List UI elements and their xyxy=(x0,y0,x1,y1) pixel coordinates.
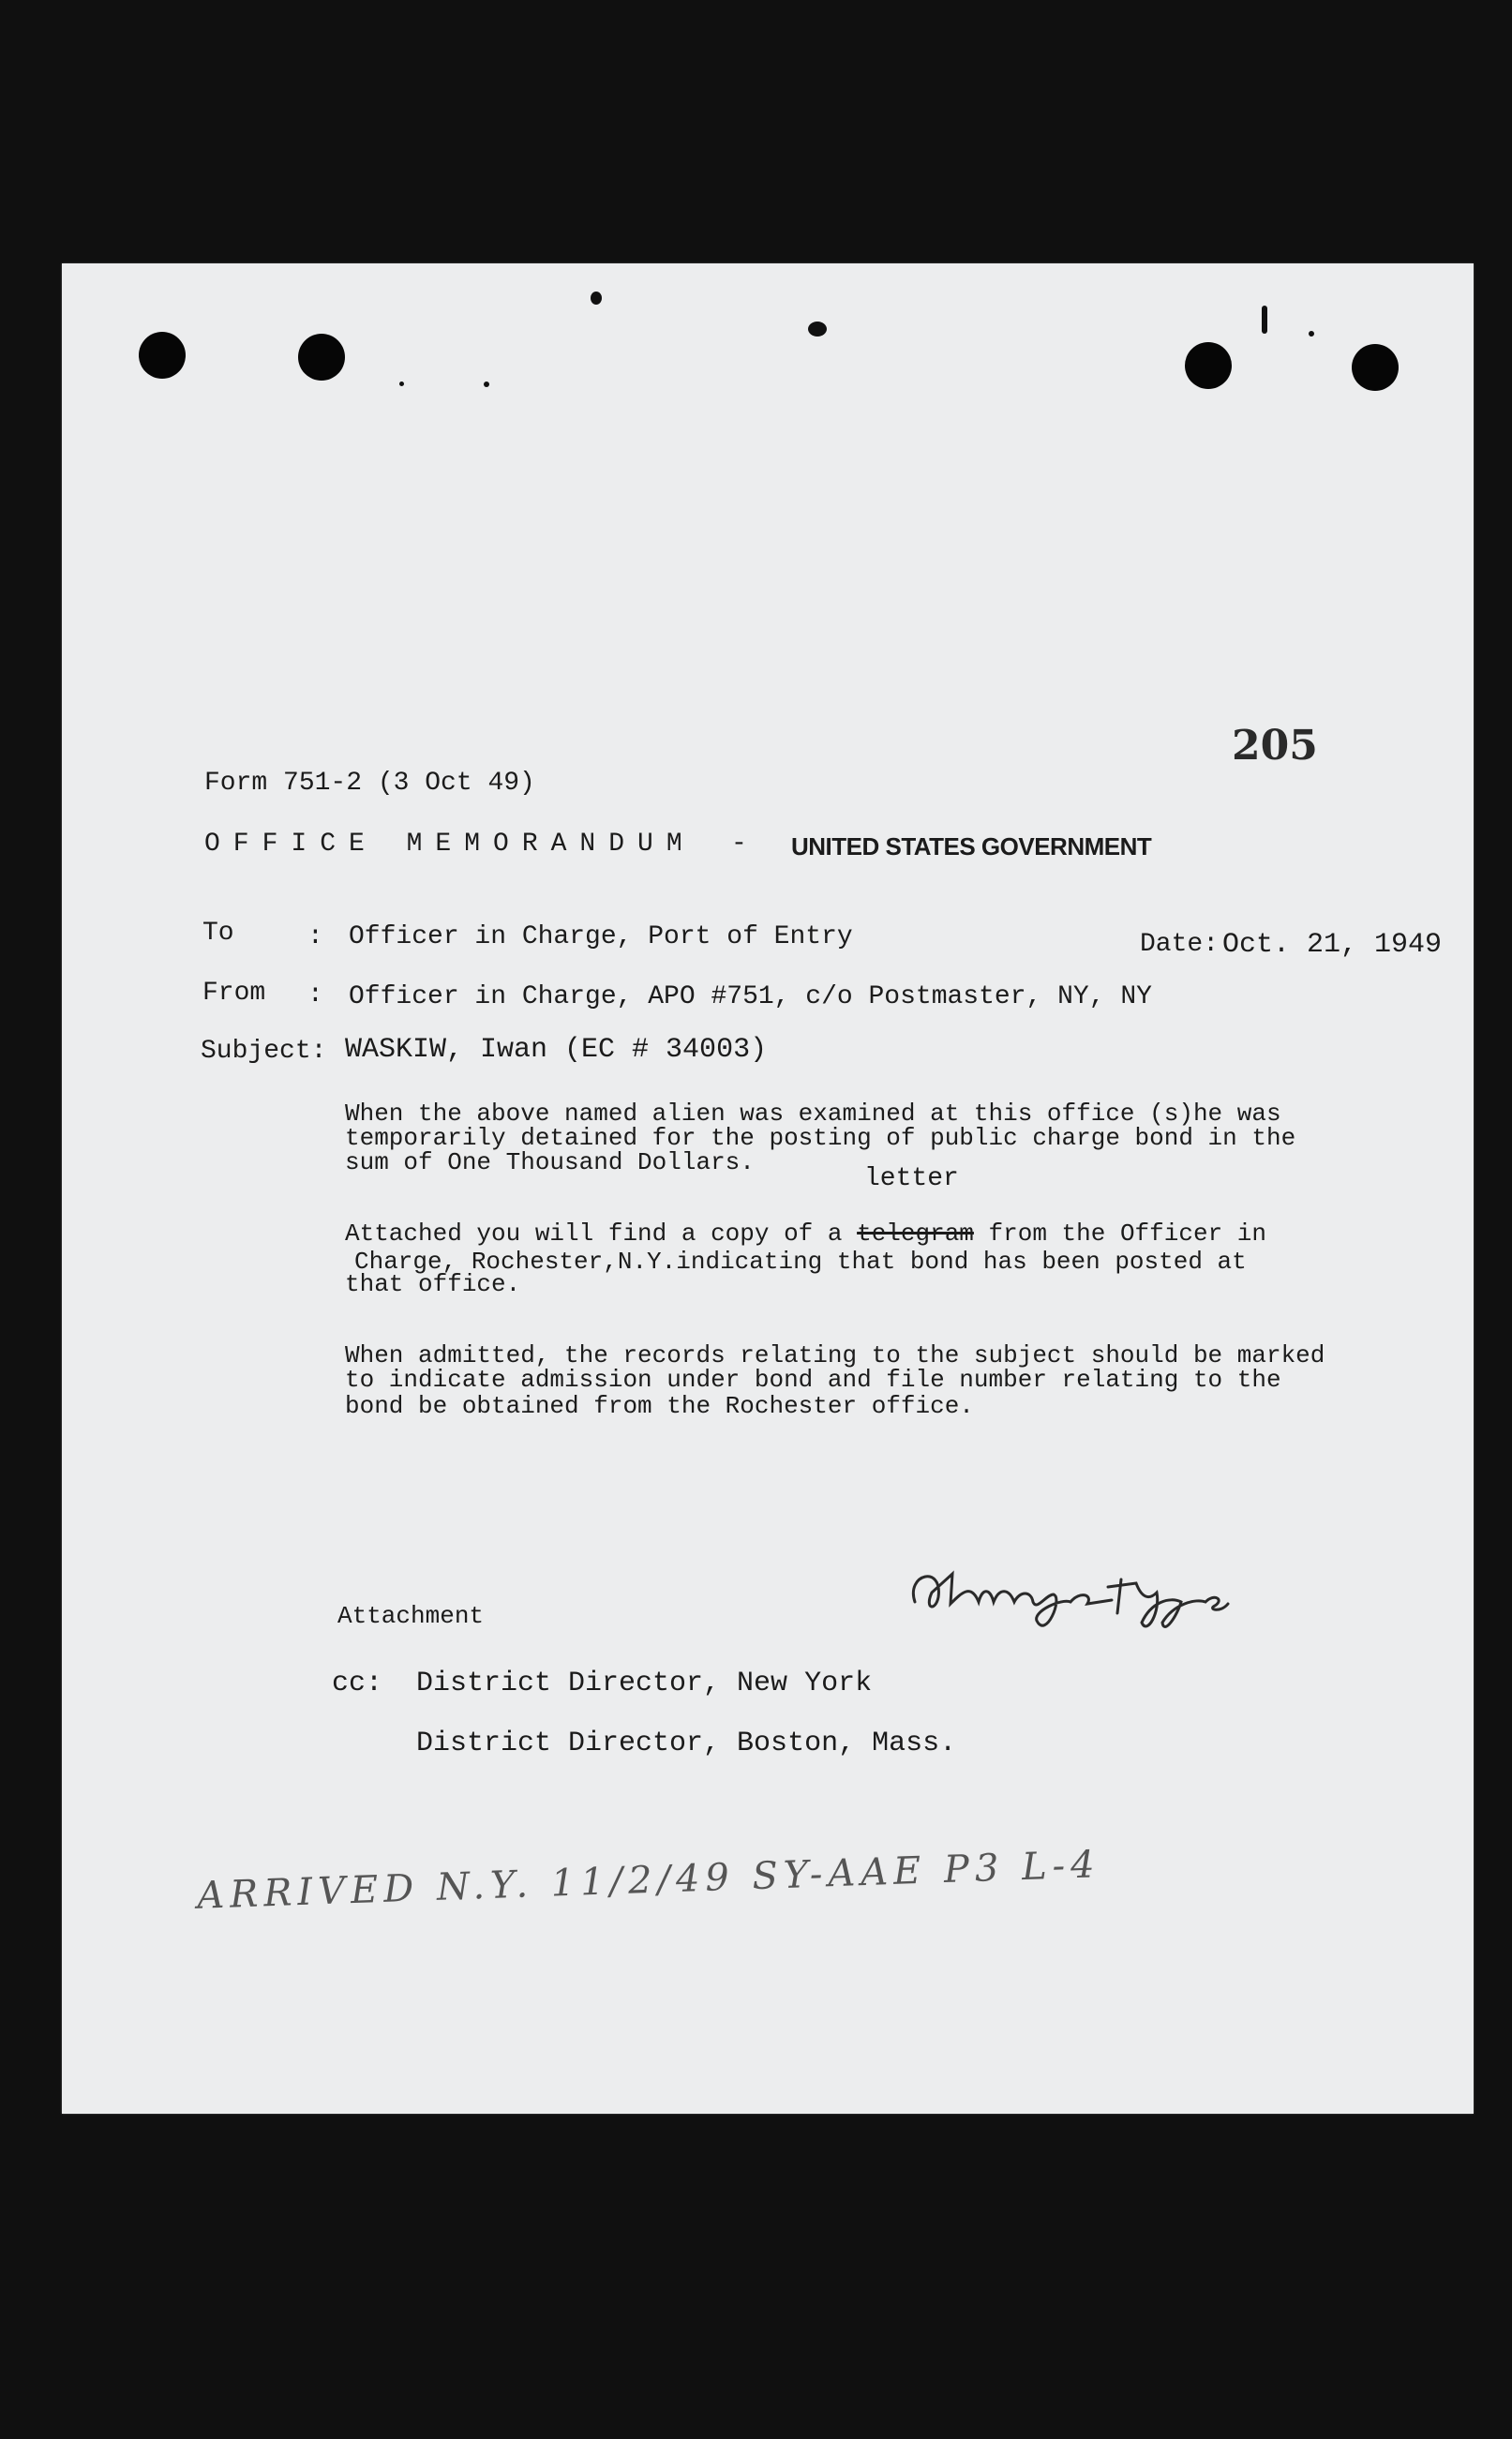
from-separator: : xyxy=(307,980,323,1010)
memo-heading: OFFICE MEMORANDUM xyxy=(204,830,696,859)
punch-hole xyxy=(1185,342,1232,389)
page-number: 205 xyxy=(1232,722,1318,770)
punch-hole xyxy=(139,332,186,379)
signature xyxy=(896,1546,1271,1649)
scan-speck xyxy=(808,322,827,337)
subject-value: WASKIW, Iwan (EC # 34003) xyxy=(345,1034,768,1066)
scan-speck xyxy=(1262,306,1267,334)
form-id: Form 751-2 (3 Oct 49) xyxy=(204,769,535,798)
cc-recipient-1: District Director, New York xyxy=(416,1668,873,1699)
heading-dash: - xyxy=(731,830,747,859)
struck-word: telegram xyxy=(857,1220,974,1248)
scan-speck xyxy=(484,382,489,387)
para3-line2: to indicate admission under bond and file number relating to the xyxy=(345,1366,1281,1394)
insert-letter: letter xyxy=(864,1164,959,1193)
cc-label: cc: xyxy=(332,1668,383,1699)
para2-line3: that office. xyxy=(345,1270,521,1298)
from-label: From xyxy=(202,979,266,1008)
scan-speck xyxy=(1309,331,1314,337)
attachment-label: Attachment xyxy=(337,1602,485,1630)
subject-label: Subject: xyxy=(201,1037,327,1066)
para1-line3: sum of One Thousand Dollars. xyxy=(345,1148,755,1176)
to-label: To xyxy=(202,919,234,948)
date-label: Date: xyxy=(1140,930,1220,959)
para1-line2: temporarily detained for the posting of public charge bond in the xyxy=(345,1124,1296,1152)
punch-hole xyxy=(298,334,345,381)
punch-hole xyxy=(1352,344,1399,391)
cc-recipient-2: District Director, Boston, Mass. xyxy=(416,1728,957,1759)
to-value: Officer in Charge, Port of Entry xyxy=(349,922,853,951)
scan-speck xyxy=(591,292,602,305)
para3-line3: bond be obtained from the Rochester office. xyxy=(345,1392,974,1420)
para3-line1: When admitted, the records relating to the subject should be marked xyxy=(345,1341,1325,1369)
para2-line1: Attached you will find a copy of a telegram from the Officer in xyxy=(345,1220,1266,1248)
handwritten-arrival-note: ARRIVED N.Y. 11/2/49 SY-AAE P3 L-4 xyxy=(196,1843,1101,1918)
scan-speck xyxy=(399,382,404,386)
issuer-heading: UNITED STATES GOVERNMENT xyxy=(791,832,1152,860)
from-value: Officer in Charge, APO #751, c/o Postmaster, NY, NY xyxy=(349,982,1152,1011)
para2-line2: Charge, Rochester,N.Y.indicating that bond has been posted at xyxy=(354,1248,1247,1276)
para1-line1: When the above named alien was examined at this office (s)he was xyxy=(345,1100,1281,1128)
memo-page xyxy=(62,263,1474,2114)
to-separator: : xyxy=(307,922,323,951)
date-value: Oct. 21, 1949 xyxy=(1222,929,1443,961)
